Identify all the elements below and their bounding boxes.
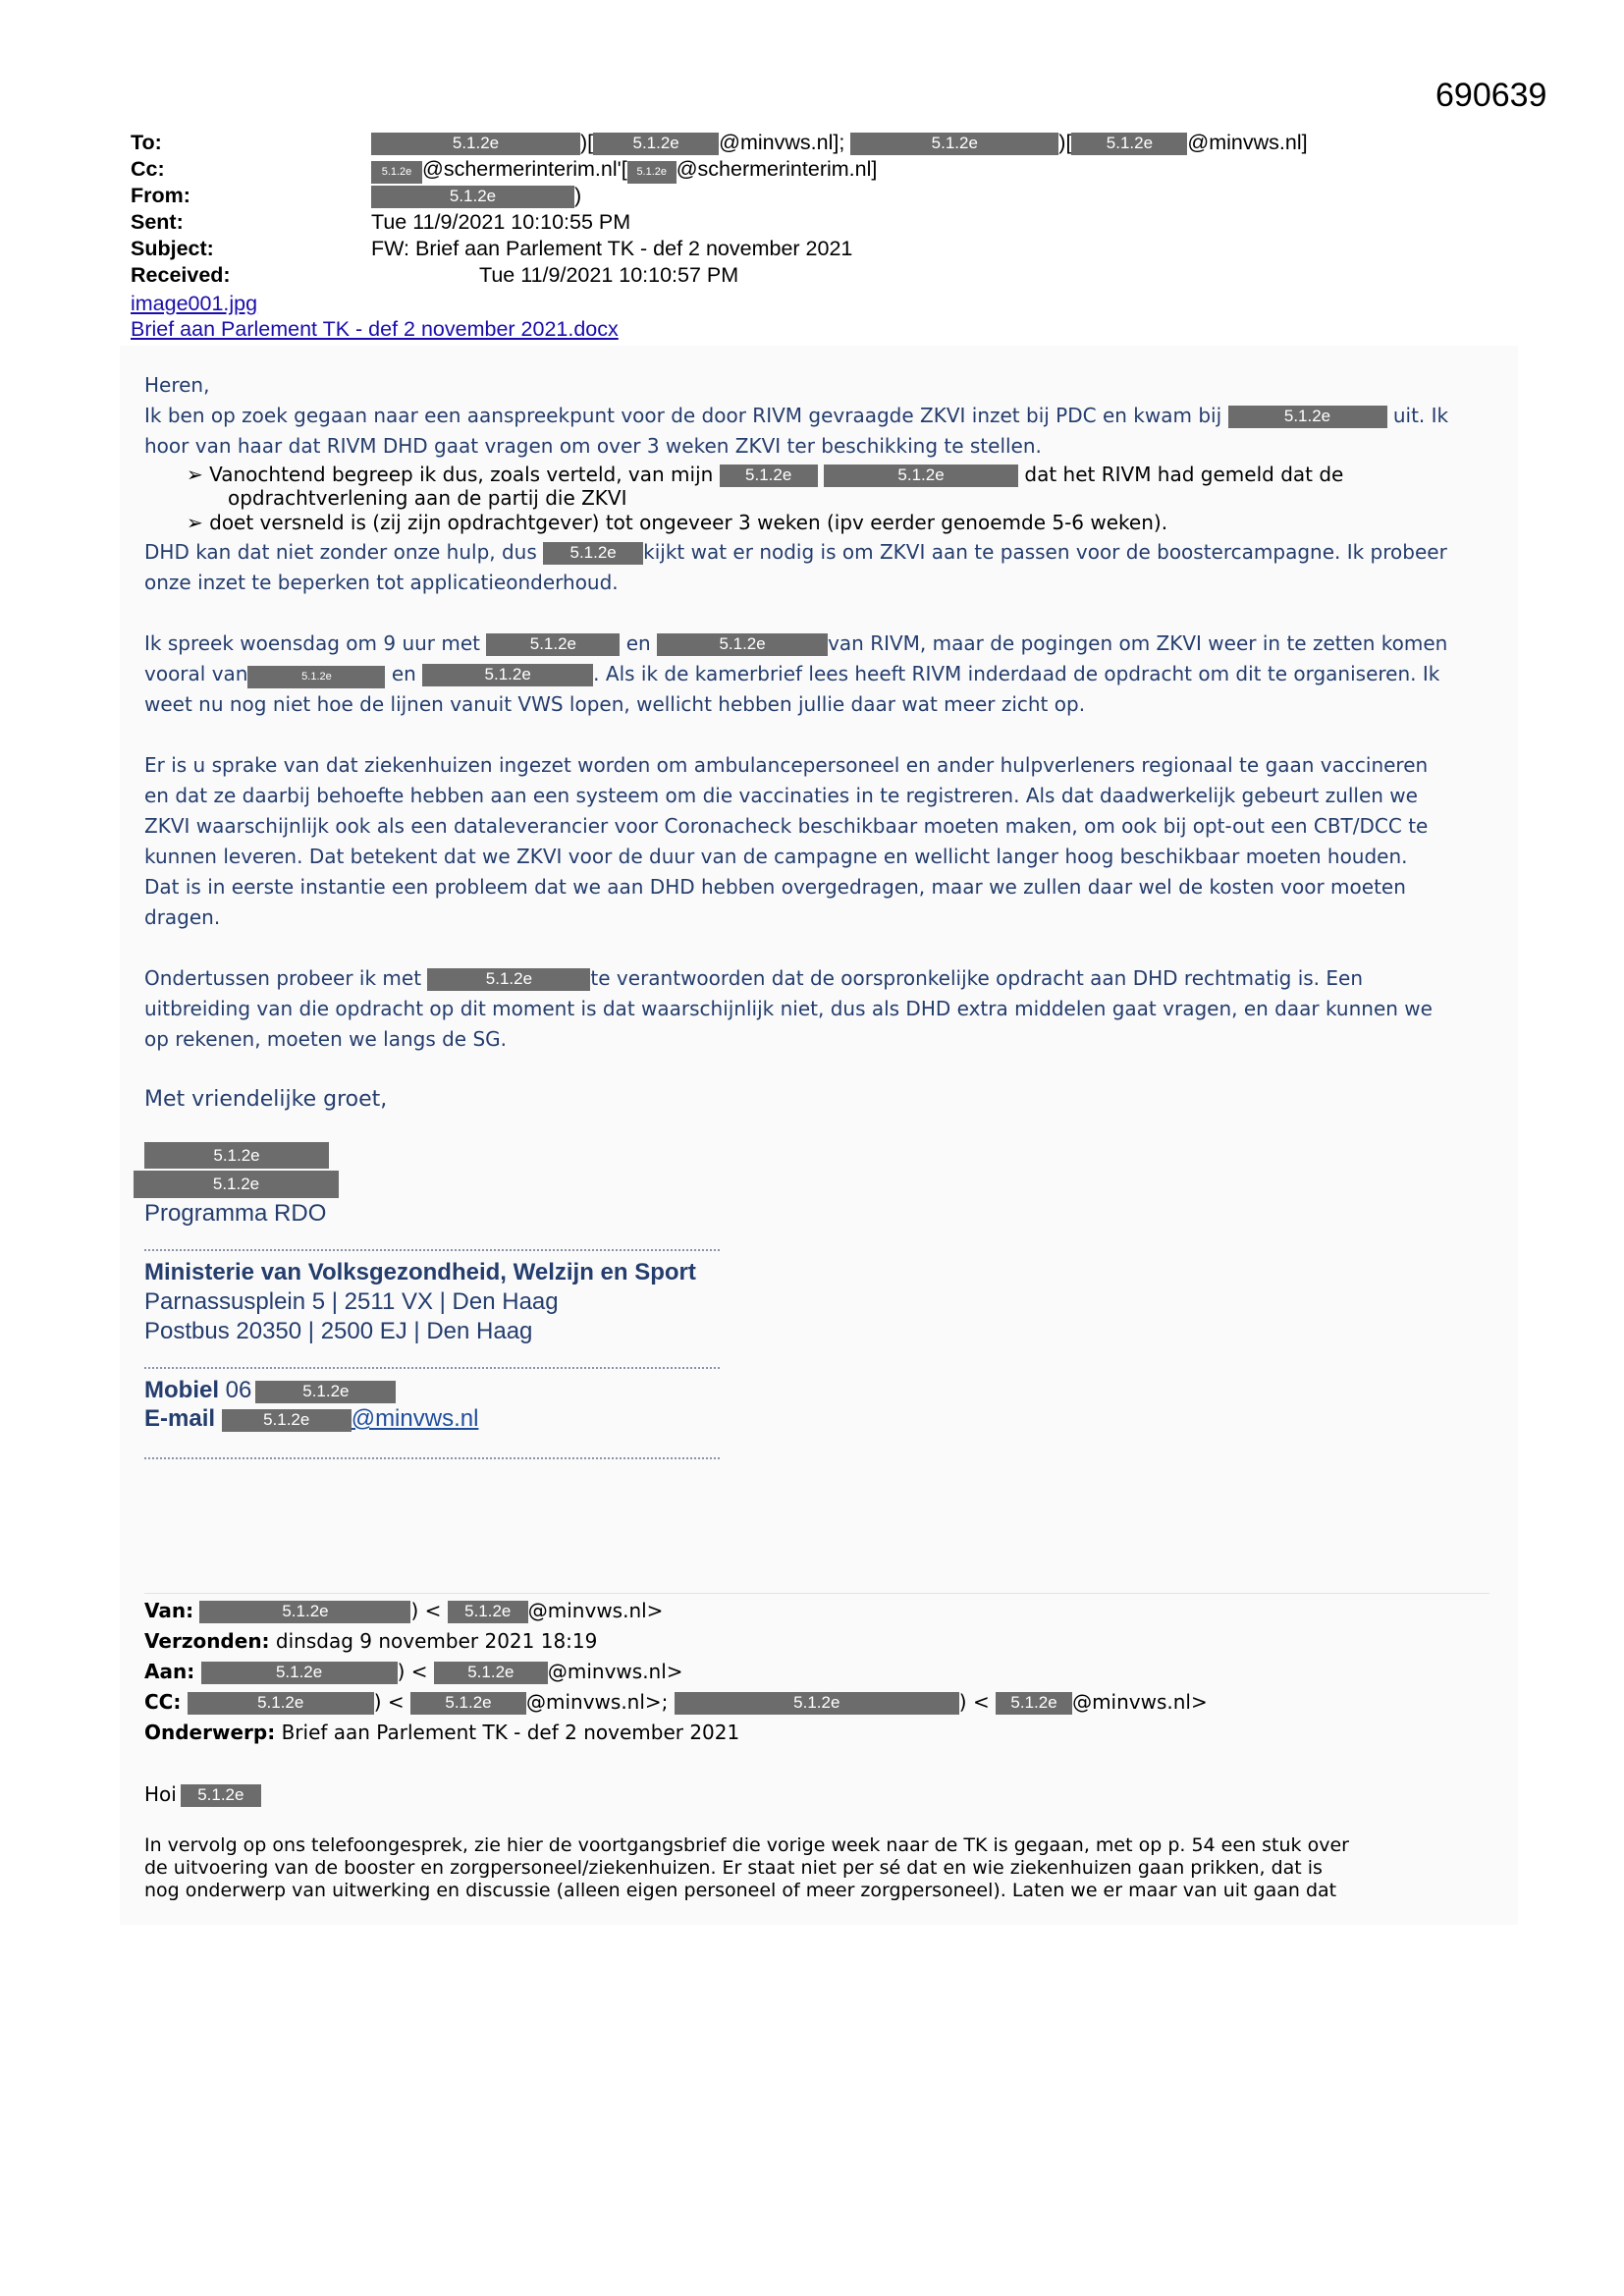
redaction: 5.1.2e [371, 133, 580, 155]
paragraph-line [144, 659, 1489, 689]
arrow-bullet-icon: ➢ [187, 511, 203, 534]
redaction: 5.1.2e [627, 161, 677, 184]
onderwerp-label: Onderwerp: [144, 1721, 276, 1744]
redaction: 5.1.2e [1071, 133, 1187, 155]
forward-greeting [144, 1779, 261, 1810]
redaction: 5.1.2e [720, 465, 818, 487]
attachment-link[interactable]: image001.jpg [131, 292, 258, 315]
text-segment: Hoi [144, 1782, 177, 1806]
greeting: Heren, [144, 373, 210, 397]
redaction: 5.1.2e [199, 1601, 410, 1623]
text-segment: vooral van [144, 662, 248, 685]
paragraph-line: dragen. [144, 905, 221, 929]
to-label: To: [131, 131, 162, 154]
forward-divider [144, 1593, 1489, 1594]
email-label: E-mail [144, 1405, 216, 1432]
header-subject [131, 236, 852, 262]
paragraph-line: op rekenen, moeten we langs de SG. [144, 1027, 508, 1051]
redaction: 5.1.2e [144, 1142, 329, 1169]
from-label: From: [131, 184, 190, 207]
aan-label: Aan: [144, 1660, 195, 1683]
paragraph-line: weet nu nog niet hoe de lijnen vanuit VWS lopen, wellicht hebben jullie daar wat meer zicht op. [144, 692, 1086, 716]
from-tail: ) [574, 184, 582, 207]
to-address-domain: @minvws.nl] [1187, 131, 1308, 154]
redaction: 5.1.2e [255, 1381, 396, 1403]
redaction: 5.1.2e [657, 633, 828, 656]
text-segment: dat het RIVM had gemeld dat de [1024, 463, 1344, 486]
arrow-bullet-icon: ➢ [187, 463, 203, 486]
forward-text-line: nog onderwerp van uitwerking en discussie (alleen eigen personeel of meer zorgpersoneel). Laten we er maar van uit gaan dat [144, 1880, 1337, 1901]
cc-address: @schermerinterim.nl] [676, 157, 878, 181]
signature-address: Parnassusplein 5 | 2511 VX | Den Haag [144, 1288, 559, 1315]
text-segment: Ondertussen probeer ik met [144, 966, 422, 990]
redaction: 5.1.2e [222, 1409, 352, 1432]
text-segment: uit. Ik [1392, 404, 1449, 427]
redaction: 5.1.2e [410, 1692, 526, 1715]
redaction: 5.1.2e [824, 465, 1018, 487]
paragraph-line: Er is u sprake van dat ziekenhuizen ingezet worden om ambulancepersoneel en ander hulpverleners regionaal te gaan vaccineren [144, 753, 1429, 777]
redaction: 5.1.2e [247, 666, 385, 688]
text-segment: ) < [373, 1690, 405, 1714]
signature-ministry: Ministerie van Volksgezondheid, Welzijn en Sport [144, 1259, 696, 1285]
text-segment: te verantwoorden dat de oorspronkelijke opdracht aan DHD rechtmatig is. Een [590, 966, 1364, 990]
header-sent [131, 209, 630, 236]
onderwerp-value: Brief aan Parlement TK - def 2 november 2021 [281, 1721, 740, 1744]
signature-mobile [144, 1377, 396, 1404]
redaction: 5.1.2e [371, 186, 574, 208]
verzonden-label: Verzonden: [144, 1629, 270, 1653]
sent-label: Sent: [131, 210, 184, 234]
forward-text-line: In vervolg op ons telefoongesprek, zie hier de voortgangsbrief die vorige week naar de TK is gegaan, met op p. 54 een stuk over [144, 1834, 1349, 1856]
header-cc [131, 156, 877, 184]
verzonden-value: dinsdag 9 november 2021 18:19 [275, 1629, 598, 1653]
text-segment: @minvws.nl> [1072, 1690, 1208, 1714]
paragraph-line [144, 537, 1489, 568]
redaction: 5.1.2e [1228, 406, 1387, 428]
paragraph-line: en dat ze daarbij behoefte hebben aan een systeem om die vaccinaties in te registreren. Als dat daadwerkelijk gebeurt zullen we [144, 784, 1418, 807]
redaction: 5.1.2e [427, 968, 590, 991]
paragraph-line [144, 629, 1489, 659]
redaction: 5.1.2e [201, 1662, 398, 1684]
signature-address: Postbus 20350 | 2500 EJ | Den Haag [144, 1318, 533, 1344]
received-label: Received: [131, 263, 231, 287]
van-label: Van: [144, 1599, 194, 1622]
signature-divider [144, 1249, 720, 1251]
text-segment: doet versneld is (zij zijn opdrachtgever) tot ongeveer 3 weken (ipv eerder genoemde 5-6 weken). [209, 511, 1168, 534]
signature-program: Programma RDO [144, 1200, 327, 1227]
forward-onderwerp [144, 1718, 739, 1748]
forward-van [144, 1596, 663, 1626]
mobile-prefix: 06 [225, 1377, 252, 1403]
redaction: 5.1.2e [996, 1692, 1072, 1715]
closing: Met vriendelijke groet, [144, 1087, 388, 1112]
text-segment: DHD kan dat niet zonder onze hulp, dus [144, 540, 537, 564]
text-segment: Vanochtend begreep ik dus, zoals verteld, van mijn [209, 463, 714, 486]
signature-name-redacted [144, 1142, 329, 1169]
attachment-link[interactable]: Brief aan Parlement TK - def 2 november 2021.docx [131, 317, 619, 341]
paragraph-line: uitbreiding van die opdracht op dit moment is dat waarschijnlijk niet, dus als DHD extra middelen gaat vragen, en daar kunnen we [144, 997, 1433, 1020]
signature-title-redacted [134, 1171, 339, 1198]
subject-label: Subject: [131, 237, 214, 260]
text-segment: @minvws.nl> [547, 1660, 683, 1683]
subject-value: FW: Brief aan Parlement TK - def 2 november 2021 [371, 237, 853, 260]
bullet-continuation: opdrachtverlening aan de partij die ZKVI [228, 486, 627, 510]
header-to [131, 130, 1308, 156]
paragraph-line [144, 401, 1489, 431]
signature-divider [144, 1457, 720, 1459]
text-segment: en [391, 662, 416, 685]
forward-aan [144, 1657, 683, 1687]
redaction: 5.1.2e [434, 1662, 548, 1684]
redaction: 5.1.2e [181, 1784, 261, 1807]
text-segment: @minvws.nl>; [526, 1690, 669, 1714]
text-segment: kijkt wat er nodig is om ZKVI aan te passen voor de boostercampagne. Ik probeer [643, 540, 1447, 564]
bullet-item [187, 463, 1343, 487]
paragraph-line: ZKVI waarschijnlijk ook als een dataleverancier voor Coronacheck beschikbaar moeten maken, om ook bij opt-out een CBT/DCC te [144, 814, 1429, 838]
received-value: Tue 11/9/2021 10:10:57 PM [479, 263, 739, 287]
header-from [131, 183, 581, 209]
cc-label: Cc: [131, 157, 165, 181]
text-segment: ) < [410, 1599, 442, 1622]
mobile-label: Mobiel [144, 1377, 219, 1403]
cc-address: @schermerinterim.nl'[ [422, 157, 627, 181]
paragraph-line: hoor van haar dat RIVM DHD gaat vragen om over 3 weken ZKVI ter beschikking te stellen. [144, 434, 1042, 458]
redaction: 5.1.2e [543, 542, 643, 565]
text-segment: ) < [397, 1660, 428, 1683]
email-link[interactable]: @minvws.nl [351, 1405, 479, 1432]
forward-text-line: de uitvoering van de booster en zorgpersoneel/ziekenhuizen. Er staat niet per sé dat en wie ziekenhuizen gaan prikken, dat is [144, 1857, 1323, 1879]
text-segment: Ik spreek woensdag om 9 uur met [144, 631, 481, 655]
redaction: 5.1.2e [188, 1692, 374, 1715]
text-segment: @minvws.nl> [527, 1599, 664, 1622]
document-number: 690639 [1435, 77, 1547, 114]
to-separator: )[ [580, 131, 594, 154]
sent-value: Tue 11/9/2021 10:10:55 PM [371, 210, 631, 234]
forward-cc [144, 1687, 1208, 1718]
paragraph-line: kunnen leveren. Dat betekent dat we ZKVI voor de duur van de campagne en wellicht langer hoog beschikbaar moeten houden. [144, 845, 1408, 868]
text-segment: Ik ben op zoek gegaan naar een aanspreekpunt voor de door RIVM gevraagde ZKVI inzet bij PDC en kwam bij [144, 404, 1222, 427]
to-address-domain: @minvws.nl]; [719, 131, 845, 154]
signature-divider [144, 1367, 720, 1369]
paragraph-line: Dat is in eerste instantie een probleem dat we aan DHD hebben overgedragen, maar we zullen daar wel de kosten voor moeten [144, 875, 1406, 899]
forward-verzonden [144, 1626, 597, 1657]
redaction: 5.1.2e [675, 1692, 959, 1715]
redaction: 5.1.2e [134, 1171, 339, 1198]
redaction: 5.1.2e [448, 1601, 528, 1623]
paragraph-line [144, 963, 1489, 994]
redaction: 5.1.2e [593, 133, 719, 155]
signature-email [144, 1405, 478, 1433]
text-segment: van RIVM, maar de pogingen om ZKVI weer in te zetten komen [828, 631, 1448, 655]
to-separator: )[ [1058, 131, 1072, 154]
redaction: 5.1.2e [371, 161, 422, 184]
text-segment: en [625, 631, 651, 655]
text-segment: ) < [958, 1690, 990, 1714]
redaction: 5.1.2e [422, 664, 593, 686]
redaction: 5.1.2e [850, 133, 1058, 155]
bullet-item [187, 511, 1167, 534]
redaction: 5.1.2e [486, 633, 620, 656]
header-received [131, 262, 738, 289]
text-segment: . Als ik de kamerbrief lees heeft RIVM inderdaad de opdracht om dit te organiseren. Ik [593, 662, 1440, 685]
paragraph-line: onze inzet te beperken tot applicatieonderhoud. [144, 571, 619, 594]
cc-label: CC: [144, 1690, 182, 1714]
